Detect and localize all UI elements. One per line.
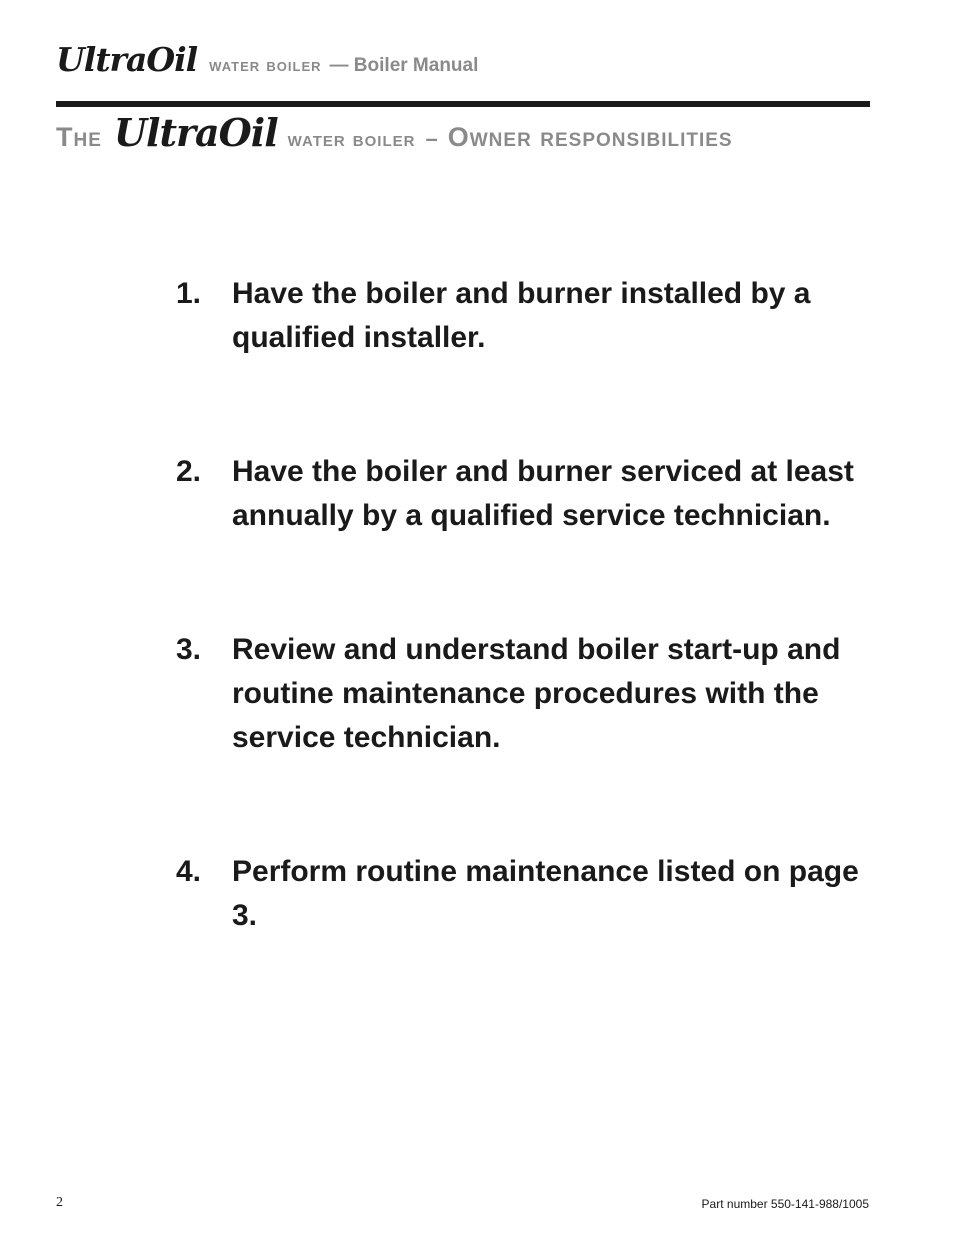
header-product: water boiler — [209, 55, 322, 76]
list-item — [176, 628, 876, 760]
section-brand-logo: UltraOil — [113, 110, 278, 155]
list-item-text: Perform routine maintenance listed on page 3. — [232, 855, 859, 932]
list-item-number: 3. — [176, 633, 202, 666]
running-header — [56, 40, 478, 80]
part-number: Part number 550-141-988/1005 — [701, 1197, 869, 1211]
list-item-number: 1. — [176, 277, 202, 310]
brand-logo: UltraOil — [56, 40, 198, 79]
list-item-text: Review and understand boiler start-up and routine maintenance procedures with the service technician. — [232, 633, 841, 754]
list-item — [176, 272, 876, 360]
list-item — [176, 850, 876, 938]
section-title — [56, 110, 733, 155]
header-doc-title: — Boiler Manual — [329, 55, 479, 76]
responsibility-list — [176, 272, 876, 938]
section-title-separator: – — [425, 126, 438, 151]
list-item-number: 4. — [176, 855, 202, 888]
section-title-heading: Owner responsibilities — [447, 122, 733, 152]
page-number: 2 — [56, 1195, 63, 1210]
list-item-text: Have the boiler and burner installed by a qualified installer. — [232, 277, 811, 354]
list-item — [176, 450, 876, 538]
header-rule — [56, 101, 870, 107]
section-title-prefix: The — [56, 122, 102, 152]
list-item-number: 2. — [176, 455, 202, 488]
section-title-product: water boiler — [287, 126, 416, 151]
list-item-text: Have the boiler and burner serviced at least annually by a qualified service technician. — [232, 455, 854, 532]
